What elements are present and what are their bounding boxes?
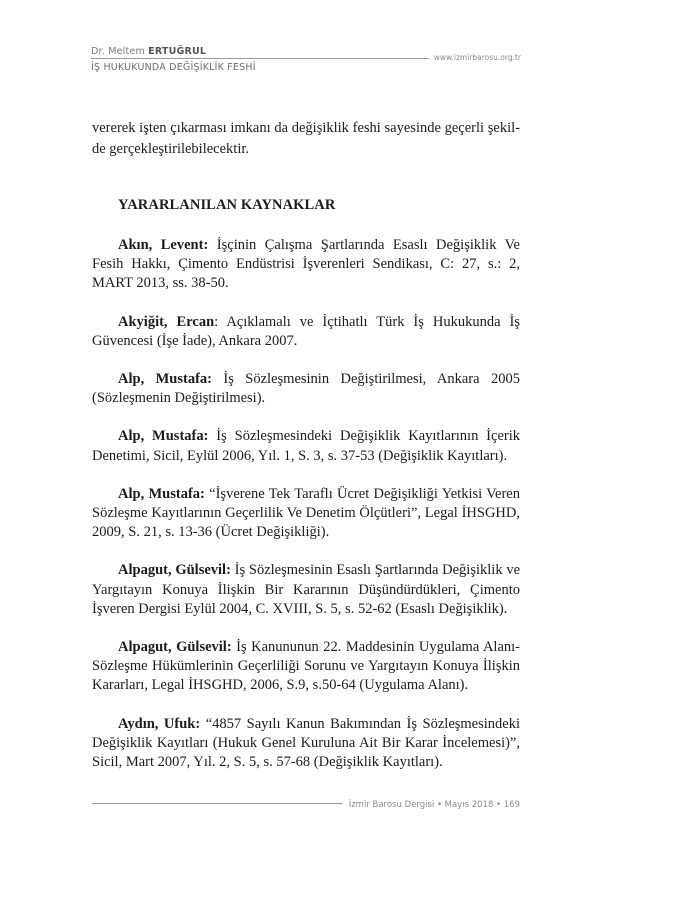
- author-surname: ERTUĞRUL: [148, 46, 207, 57]
- reference-author: Alp, Mustafa:: [118, 428, 209, 445]
- header-rule: [91, 58, 429, 59]
- author-prefix: Dr. Meltem: [91, 46, 149, 57]
- reference-author: Akyiğit, Ercan: [118, 313, 215, 330]
- reference-item: [92, 236, 520, 294]
- reference-author: Alp, Mustafa:: [118, 485, 205, 502]
- reference-list: [92, 236, 520, 791]
- page-footer: İzmir Barosu Dergisi • Mayıs 2018 • 169: [348, 800, 520, 810]
- reference-text: İş Sözleşmesinin Değiştirilmesi, Ankara 2005 (Sözleşmenin Değiştirilmesi).: [92, 371, 520, 407]
- reference-author: Alpagut, Gülsevil:: [118, 639, 232, 656]
- reference-author: Akın, Levent:: [118, 237, 209, 253]
- website-url: www.izmirbarosu.org.tr: [433, 53, 521, 62]
- reference-author: Alpagut, Gülsevil:: [118, 562, 231, 579]
- author-name: [91, 46, 206, 57]
- reference-item: [92, 370, 520, 408]
- body-text: [92, 118, 520, 197]
- reference-item: [92, 561, 520, 619]
- reference-text: İş Sözleşmesindeki Değişiklik Kayıtlarının İçerik Denetimi, Sicil, Eylül 2006, Yıl. 1, S. 3, s. 37-53 (Değişiklik Kayıtları).: [92, 428, 520, 464]
- section-heading: YARARLANILAN KAYNAKLAR: [118, 197, 336, 213]
- running-title: İŞ HUKUKUNDA DEĞİŞİKLİK FESHİ: [91, 62, 256, 73]
- reference-text: “4857 Sayılı Kanun Bakımından İş Sözleşmesindeki Değişiklik Kayıtları (Hukuk Genel Kuruluna Ait Bir Karar İncelemesi)”, Sicil, Mart 2007, Yıl. 2, S. 5, s. 57-68 (Değişiklik Kayıtları).: [92, 715, 520, 771]
- reference-item: [92, 313, 520, 351]
- reference-item: [92, 485, 520, 543]
- reference-item: [92, 638, 520, 696]
- reference-text: İş Sözleşmesinin Esaslı Şartlarında Değişiklik ve Yargıtayın Konuya İlişkin Bir Kararının Düşündürdükleri, Çimento İşveren Dergisi Eylül 2004, C. XVIII, S. 5, s. 52-62 (Esaslı Değişiklik).: [92, 562, 521, 617]
- reference-item: [92, 715, 520, 773]
- reference-author: Aydın, Ufuk:: [118, 715, 201, 732]
- intro-paragraph: vererek işten çıkarması imkanı da değişiklik feshi sayesinde geçerli şekil-de gerçekleştirilebilecektir.: [92, 120, 520, 157]
- reference-text: İşçinin Çalışma Şartlarında Esaslı Değişiklik Ve Fesih Hakkı, Çimento Endüstrisi İşverenleri Sendikası, C: 27, s.: 2, MART 2013, ss. 38-50.: [92, 237, 520, 292]
- reference-item: [92, 427, 520, 465]
- reference-author: Alp, Mustafa:: [118, 371, 212, 388]
- reference-text: “İşverene Tek Taraflı Ücret Değişikliği Yetkisi Veren Sözleşme Kayıtlarının Geçerlilik Ve Denetim Ölçütleri”, Legal İHSGHD, 2009, S. 21, s. 13-36 (Ücret Değişikliği).: [92, 485, 520, 541]
- footer-rule: [92, 803, 342, 804]
- reference-text: İş Kanununun 22. Maddesinin Uygulama Alanı-Sözleşme Hükümlerinin Geçerliliği Sorunu ve Yargıtayın Konuya İlişkin Kararları, Legal İHSGHD, 2006, S.9, s.50-64 (Uygulama Alanı).: [92, 639, 520, 694]
- reference-text: : Açıklamalı ve İçtihatlı Türk İş Hukukunda İş Güvencesi (İşe İade), Ankara 2007.: [92, 313, 520, 349]
- page-header: [91, 46, 521, 76]
